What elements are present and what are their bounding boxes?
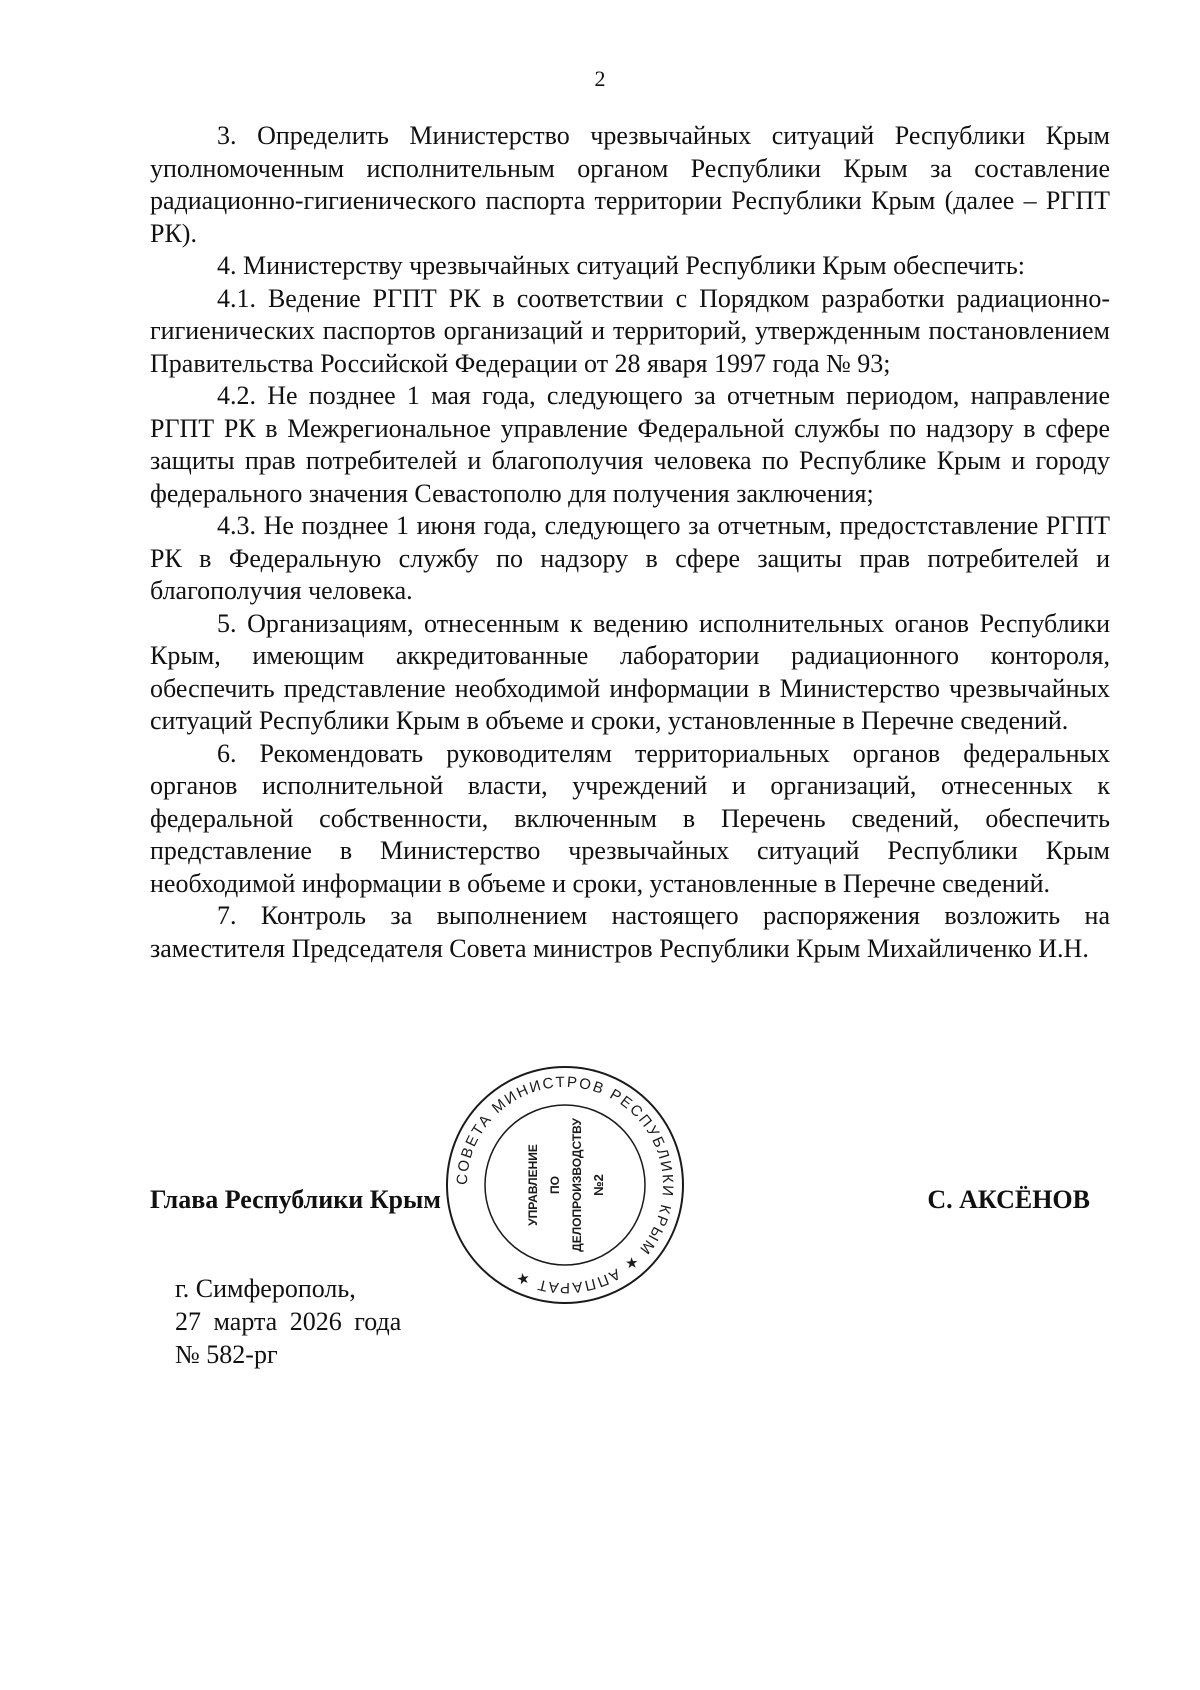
footer-city: г. Симферополь, <box>175 1274 356 1303</box>
stamp-line-2: ПО <box>548 1176 562 1194</box>
stamp-line-3: ДЕЛОПРОИЗВОДСТВУ <box>570 1118 584 1252</box>
document-body <box>150 120 1110 965</box>
paragraph-5: 5. Организациям, отнесенным к ведению исполнительных оганов Республики Крым, имеющим аккредитованные лаборатории радиационного контороля, обеспечить представление необходимой информации в Министерство чрезвычайных ситуаций Республики Крым в объеме и сроки, установленные в Перечне сведений. <box>150 608 1110 735</box>
paragraph-4: 4. Министерству чрезвычайных ситуаций Республики Крым обеспечить: <box>217 251 1025 280</box>
document-footer <box>175 1272 401 1371</box>
paragraph-4-1: 4.1. Ведение РГПТ РК в соответствии с Порядком разработки радиационно-гигиенических паспортов организаций и территорий, утвержденным постановлением Правительства Российской Федерации от 28 яваря 1997 года № 93; <box>150 283 1110 378</box>
footer-date: 27 марта 2026 года <box>175 1307 402 1336</box>
paragraph-7: 7. Контроль за выполнением настоящего распоряжения возложить на заместителя Председателя Совета министров Республики Крым Михайличенко И.Н. <box>150 901 1110 963</box>
paragraph-4-3: 4.3. Не позднее 1 июня года, следующего за отчетным, предостставление РГПТ РК в Федеральную службу по надзору в сфере защиты прав потребителей и благополучия человека. <box>150 511 1110 605</box>
stamp-line-1: УПРАВЛЕНИЕ <box>526 1144 540 1226</box>
signer-title: Глава Республики Крым <box>150 1185 442 1214</box>
paragraph-4-2: 4.2. Не позднее 1 мая года, следующего за отчетным периодом, направление РГПТ РК в Межрегиональное управление Федеральной службы по надзору в сфере защиты прав потребителей и благополучия человека по Республике Крым и городу федерального значения Севастополю для получения заключения; <box>150 381 1110 508</box>
stamp-outer-ring <box>447 1067 683 1303</box>
page-number: 2 <box>594 66 606 91</box>
paragraph-3: 3. Определить Министерство чрезвычайных ситуаций Республики Крым уполномоченным исполнительным органом Республики Крым за составление радиационно-гигиенического паспорта территории Республики Крым (далее – РГПТ РК). <box>150 121 1110 248</box>
footer-number: № 582-рг <box>175 1340 278 1369</box>
stamp-inner-ring <box>485 1105 645 1265</box>
stamp-outer-text: СОВЕТА МИНИСТРОВ РЕСПУБЛИКИ КРЫМ ★ АППАРАТ ★ <box>453 1073 677 1297</box>
signer-name: С. АКСЁНОВ <box>927 1185 1090 1214</box>
paragraph-6: 6. Рекомендовать руководителям территориальных органов федеральных органов исполнительной власти, учреждений и организаций, отнесенных к федеральной собственности, включенным в Перечень сведений, обеспечить представление в Министерство чрезвычайных ситуаций Республики Крым необходимой информации в объеме и сроки, установленные в Перечне сведений. <box>150 738 1110 898</box>
stamp-line-4: №2 <box>591 1174 606 1196</box>
official-stamp <box>440 1060 690 1310</box>
